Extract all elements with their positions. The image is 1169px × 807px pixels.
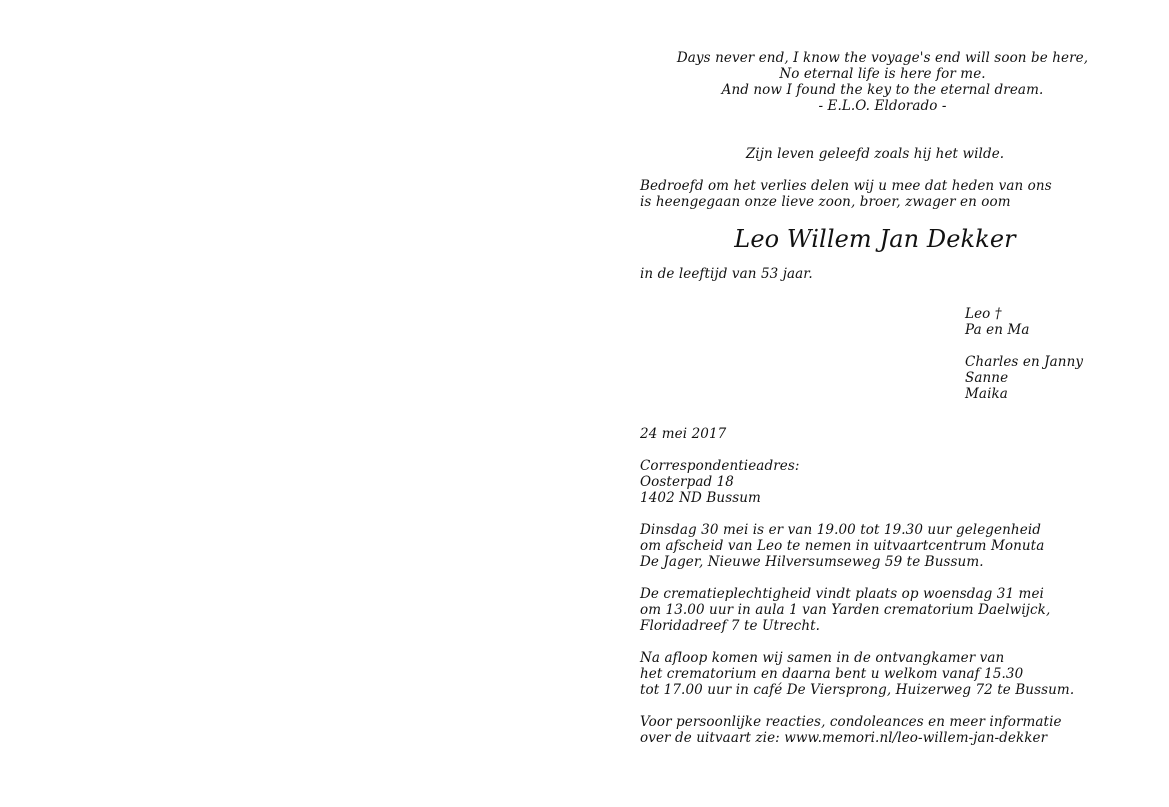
cremation-line: Floridadreef 7 te Utrecht. xyxy=(640,618,821,634)
poem-line: Days never end, I know the voyage's end will soon be here, xyxy=(676,50,1089,66)
deceased-name: Leo Willem Jan Dekker xyxy=(734,225,1016,253)
motto xyxy=(640,146,1110,162)
farewell-line: De Jager, Nieuwe Hilversumseweg 59 te Bussum. xyxy=(640,554,984,570)
announcement-column xyxy=(640,50,1110,746)
signer-name: Leo † xyxy=(965,306,1002,322)
farewell-line: om afscheid van Leo te nemen in uitvaartcentrum Monuta xyxy=(640,538,1045,554)
signer-name: Pa en Ma xyxy=(965,322,1030,338)
signer-name: Maika xyxy=(965,386,1008,402)
farewell-paragraph xyxy=(640,522,1110,570)
info-line: over de uitvaart zie: www.memori.nl/leo-willem-jan-dekker xyxy=(640,730,1048,746)
gathering-line: Na afloop komen wij samen in de ontvangkamer van xyxy=(640,650,1005,666)
info-paragraph xyxy=(640,714,1110,746)
announcement-text xyxy=(640,178,1110,210)
announcement-line: Bedroefd om het verlies delen wij u mee dat heden van ons xyxy=(640,178,1052,194)
gathering-line: tot 17.00 uur in café De Viersprong, Huizerweg 72 te Bussum. xyxy=(640,682,1075,698)
motto-text: Zijn leven geleefd zoals hij het wilde. xyxy=(745,146,1005,162)
age-line: in de leeftijd van 53 jaar. xyxy=(640,266,813,282)
cremation-line: De crematieplechtigheid vindt plaats op woensdag 31 mei xyxy=(640,586,1044,602)
poem-line: And now I found the key to the eternal dream. xyxy=(721,82,1044,98)
correspondence-label: Correspondentieadres: xyxy=(640,458,800,474)
correspondence-city: 1402 ND Bussum xyxy=(640,490,761,506)
correspondence-address xyxy=(640,458,1110,506)
farewell-line: Dinsdag 30 mei is er van 19.00 tot 19.30 uur gelegenheid xyxy=(640,522,1041,538)
signer-name: Charles en Janny xyxy=(965,354,1084,370)
gathering-paragraph xyxy=(640,650,1110,698)
signers xyxy=(965,306,1110,402)
poem-line: No eternal life is here for me. xyxy=(779,66,986,82)
cremation-paragraph xyxy=(640,586,1110,634)
correspondence-street: Oosterpad 18 xyxy=(640,474,734,490)
poem-attribution: - E.L.O. Eldorado - xyxy=(818,98,947,114)
gathering-line: het crematorium en daarna bent u welkom vanaf 15.30 xyxy=(640,666,1024,682)
date: 24 mei 2017 xyxy=(640,426,727,442)
info-line: Voor persoonlijke reacties, condoleances en meer informatie xyxy=(640,714,1062,730)
announcement-line: is heengegaan onze lieve zoon, broer, zwager en oom xyxy=(640,194,1011,210)
poem-quote xyxy=(655,50,1110,114)
cremation-line: om 13.00 uur in aula 1 van Yarden crematorium Daelwijck, xyxy=(640,602,1051,618)
signer-name: Sanne xyxy=(965,370,1009,386)
